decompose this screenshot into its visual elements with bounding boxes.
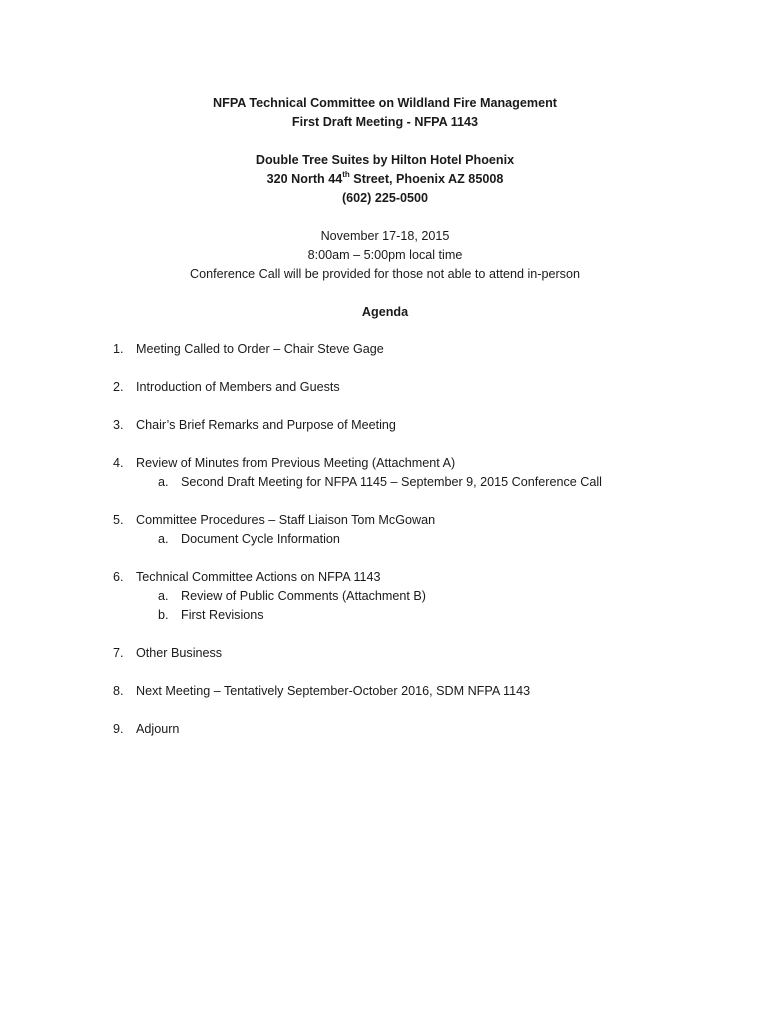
meeting-date: November 17-18, 2015 [320,229,450,243]
venue-name: Double Tree Suites by Hilton Hotel Phoenix [255,153,515,167]
agenda-item-row [113,340,753,359]
agenda-item-text: Introduction of Members and Guests [136,380,340,394]
agenda-subitem [113,473,753,492]
agenda-item-row [113,416,753,435]
conference-call-note: Conference Call will be provided for those not able to attend in-person [190,267,580,281]
agenda-item [113,682,753,701]
agenda-item [113,416,753,435]
agenda-item-number: 1. [113,342,124,356]
agenda-item [113,720,753,739]
agenda-item-row [113,682,753,701]
agenda-item [113,454,753,492]
meeting-title: First Draft Meeting - NFPA 1143 [291,115,479,129]
agenda-subitem [113,530,753,549]
agenda-item-row [113,511,753,530]
agenda-subitem-letter: a. [158,475,169,489]
address-prefix: 320 North 44 [266,172,343,186]
agenda-item-number: 6. [113,570,124,584]
agenda-item-text: Next Meeting – Tentatively September-October 2016, SDM NFPA 1143 [136,684,531,698]
agenda-item-row [113,454,753,473]
document-header [0,94,770,322]
agenda-subitem-letter: b. [158,608,169,622]
agenda-item [113,378,753,397]
agenda-item-text: Other Business [136,646,223,660]
agenda-item-number: 5. [113,513,124,527]
agenda-subitem [113,606,753,625]
agenda-item-number: 9. [113,722,124,736]
agenda-item-number: 7. [113,646,124,660]
agenda-heading: Agenda [361,305,409,319]
agenda-item [113,644,753,663]
address-superscript: th [342,169,350,179]
venue-phone: (602) 225-0500 [341,191,429,205]
agenda-subitem-letter: a. [158,589,169,603]
agenda-item-row [113,568,753,587]
committee-title: NFPA Technical Committee on Wildland Fire Management [213,96,557,110]
agenda-item-text: Meeting Called to Order – Chair Steve Gage [136,342,384,356]
agenda-item-text: Review of Minutes from Previous Meeting (Attachment A) [136,456,456,470]
agenda-item-row [113,378,753,397]
agenda-item-number: 3. [113,418,124,432]
agenda-subitem-letter: a. [158,532,169,546]
venue-address [0,170,770,189]
agenda-item-text: Chair’s Brief Remarks and Purpose of Meeting [136,418,396,432]
agenda-subitem-text: Document Cycle Information [181,532,340,546]
agenda-item-text: Technical Committee Actions on NFPA 1143 [136,570,381,584]
agenda-subitem-text: Review of Public Comments (Attachment B) [181,589,426,603]
agenda-item-number: 2. [113,380,124,394]
agenda-item [113,511,753,549]
agenda-item-row [113,720,753,739]
agenda-item-text: Committee Procedures – Staff Liaison Tom McGowan [136,513,436,527]
agenda-item-row [113,644,753,663]
agenda-item-text: Adjourn [136,722,180,736]
agenda-item-number: 8. [113,684,124,698]
address-suffix: Street, Phoenix AZ 85008 [349,172,504,186]
agenda-subitem [113,587,753,606]
agenda-item [113,568,753,625]
agenda-subitem-text: Second Draft Meeting for NFPA 1145 – September 9, 2015 Conference Call [181,475,602,489]
agenda-item [113,340,753,359]
meeting-time: 8:00am – 5:00pm local time [307,248,463,262]
agenda-subitem-text: First Revisions [181,608,264,622]
agenda-item-number: 4. [113,456,124,470]
agenda-list [113,340,753,758]
